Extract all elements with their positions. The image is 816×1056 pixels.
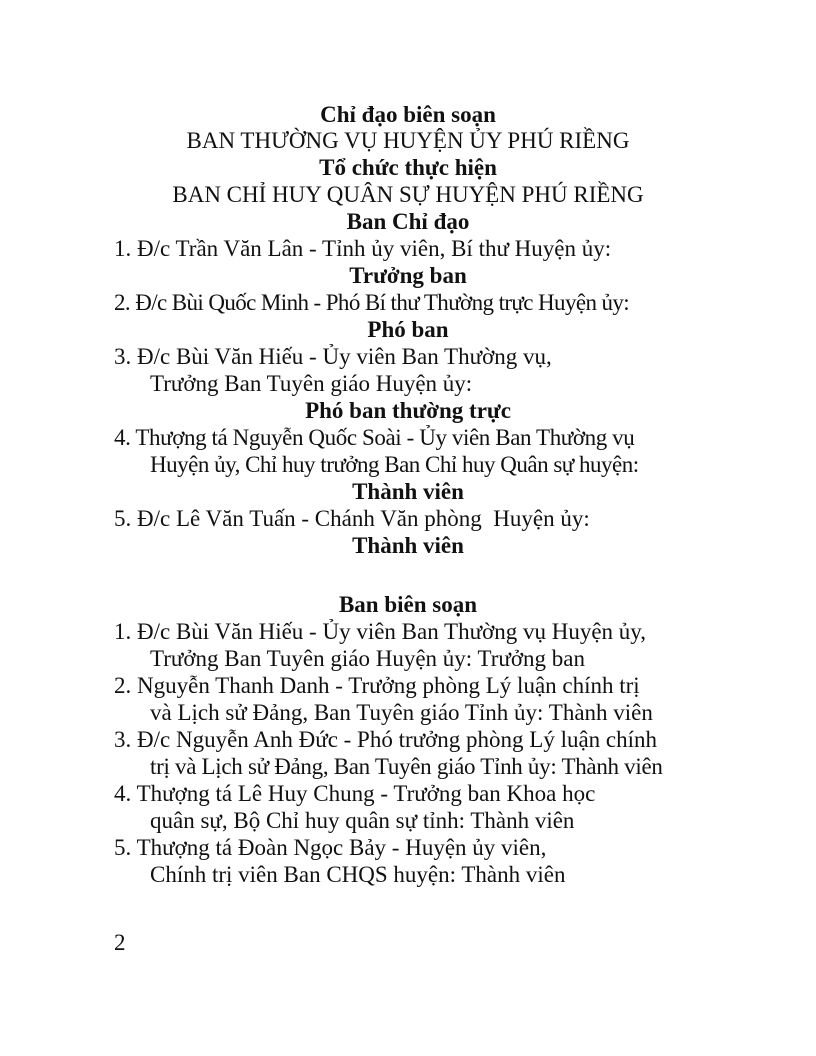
compile-direction-title: Chỉ đạo biên soạn — [320, 102, 496, 127]
steering-role: Trưởng ban — [349, 263, 467, 288]
item-number: 2. — [114, 290, 131, 315]
editorial-item — [114, 619, 646, 645]
steering-role: Thành viên — [352, 479, 464, 504]
item-number: 4. — [114, 781, 132, 806]
editorial-board-title: Ban biên soạn — [338, 592, 478, 617]
item-number: 1. — [114, 236, 132, 261]
item-number: 5. — [114, 506, 132, 531]
editorial-item — [114, 781, 595, 807]
steering-role: Thành viên — [352, 533, 464, 558]
item-text-continuation: và Lịch sử Đảng, Ban Tuyên giáo Tỉnh ủy: Thành viên — [150, 700, 653, 725]
item-number: 5. — [114, 835, 132, 860]
steering-committee-title: Ban Chỉ đạo — [346, 209, 470, 234]
editorial-item — [114, 673, 640, 699]
editorial-item — [114, 727, 657, 753]
item-text: Thượng tá Lê Huy Chung - Trưởng ban Khoa học — [136, 781, 596, 806]
steering-item — [114, 236, 611, 262]
steering-item — [114, 506, 590, 532]
item-number: 2. — [114, 673, 132, 698]
item-text: Đ/c Trần Văn Lân - Tỉnh ủy viên, Bí thư Huyện ủy: — [137, 236, 612, 261]
implement-org: BAN CHỈ HUY QUÂN SỰ HUYỆN PHÚ RIỀNG — [172, 182, 644, 207]
implement-title: Tổ chức thực hiện — [319, 155, 497, 180]
item-text: Đ/c Bùi Quốc Minh - Phó Bí thư Thường trực Huyện ủy: — [135, 290, 630, 315]
item-text-continuation: Huyện ủy, Chỉ huy trưởng Ban Chỉ huy Quân sự huyện: — [150, 452, 639, 477]
page-number: 2 — [114, 930, 126, 955]
item-text-continuation: quân sự, Bộ Chỉ huy quân sự tỉnh: Thành viên — [150, 808, 575, 833]
steering-role: Phó ban — [367, 317, 449, 342]
item-text: Thượng tá Nguyễn Quốc Soài - Ủy viên Ban Thường vụ — [135, 425, 635, 450]
steering-item — [114, 344, 552, 370]
item-text: Thượng tá Đoàn Ngọc Bảy - Huyện ủy viên, — [136, 835, 547, 860]
item-text: Đ/c Bùi Văn Hiếu - Ủy viên Ban Thường vụ, — [137, 344, 552, 369]
item-text: Đ/c Bùi Văn Hiếu - Ủy viên Ban Thường vụ Huyện ủy, — [137, 619, 647, 644]
editorial-item — [114, 835, 546, 861]
steering-item — [114, 425, 634, 451]
item-text-continuation: Trưởng Ban Tuyên giáo Huyện ủy: — [150, 371, 473, 396]
item-text: Đ/c Lê Văn Tuấn - Chánh Văn phòng Huyện ủy: — [137, 506, 590, 531]
item-text: Đ/c Nguyễn Anh Đức - Phó trưởng phòng Lý luận chính — [137, 727, 658, 752]
steering-role: Phó ban thường trực — [305, 398, 511, 423]
compile-direction-org: BAN THƯỜNG VỤ HUYỆN ỦY PHÚ RIỀNG — [186, 128, 630, 153]
item-number: 1. — [114, 619, 132, 644]
item-text-continuation: trị và Lịch sử Đảng, Ban Tuyên giáo Tỉnh ủy: Thành viên — [150, 754, 663, 779]
item-text-continuation: Chính trị viên Ban CHQS huyện: Thành viên — [150, 862, 566, 887]
steering-item — [114, 290, 629, 316]
item-number: 3. — [114, 727, 132, 752]
item-text-continuation: Trưởng Ban Tuyên giáo Huyện ủy: Trưởng ban — [150, 646, 585, 671]
item-number: 3. — [114, 344, 132, 369]
item-text: Nguyễn Thanh Danh - Trưởng phòng Lý luận chính trị — [137, 673, 640, 698]
item-number: 4. — [114, 425, 131, 450]
